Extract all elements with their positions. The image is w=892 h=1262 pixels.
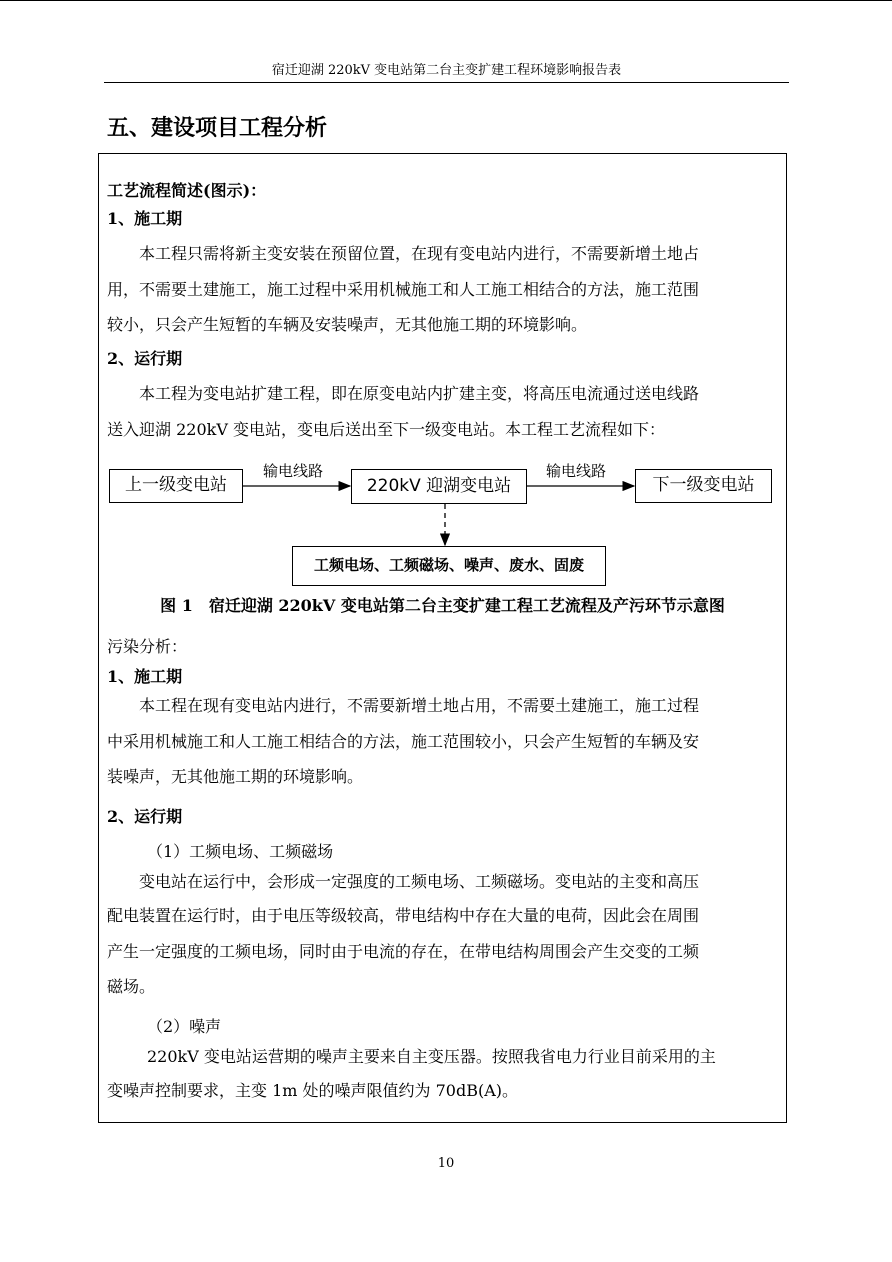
noise-subheading: （2）噪声 <box>147 1017 222 1036</box>
paragraph-line: 本工程只需将新主变安装在预留位置，在现有变电站内进行，不需要新增土地占 <box>139 244 700 263</box>
running-header: 宿迁迎湖 220kV 变电站第二台主变扩建工程环境影响报告表 <box>271 63 622 78</box>
emf-subheading: （1）工频电场、工频磁场 <box>147 842 334 861</box>
process-construction-heading: 1、施工期 <box>107 209 183 228</box>
paragraph-line: 220kV 变电站运营期的噪声主要来自主变压器。按照我省电力行业目前采用的主 <box>147 1047 716 1066</box>
paragraph-line: 装噪声，无其他施工期的环境影响。 <box>107 767 364 786</box>
paragraph-line: 变电站在运行中，会形成一定强度的工频电场、工频磁场。变电站的主变和高压 <box>139 872 700 891</box>
process-heading: 工艺流程简述(图示)： <box>107 181 267 200</box>
process-operation-heading: 2、运行期 <box>107 349 183 368</box>
pollution-heading: 污染分析： <box>107 637 188 656</box>
section-title: 五、建设项目工程分析 <box>107 116 328 141</box>
paragraph-line: 磁场。 <box>107 977 156 996</box>
paragraph-line: 配电装置在运行时，由于电压等级较高，带电结构中存在大量的电荷，因此会在周围 <box>107 906 700 925</box>
box-upstream-substation: 上一级变电站 <box>109 469 243 503</box>
paragraph-line: 用，不需要土建施工，施工过程中采用机械施工和人工施工相结合的方法，施工范围 <box>107 280 700 299</box>
box-downstream-substation: 下一级变电站 <box>635 469 772 503</box>
label-transmission-line-2: 输电线路 <box>545 462 606 480</box>
paragraph-line: 中采用机械施工和人工施工相结合的方法，施工范围较小，只会产生短暂的车辆及安 <box>107 732 700 751</box>
figure-caption: 图 1 宿迁迎湖 220kV 变电站第二台主变扩建工程工艺流程及产污环节示意图 <box>160 596 725 615</box>
paragraph-line: 变噪声控制要求，主变 1m 处的噪声限值约为 70dB(A)。 <box>107 1081 519 1100</box>
box-pollution-sources: 工频电场、工频磁场、噪声、废水、固废 <box>292 546 606 586</box>
page-number: 10 <box>437 1156 455 1171</box>
paragraph-line: 本工程为变电站扩建工程，即在原变电站内扩建主变，将高压电流通过送电线路 <box>139 384 700 403</box>
pollution-operation-heading: 2、运行期 <box>107 807 183 826</box>
paragraph-line: 本工程在现有变电站内进行，不需要新增土地占用，不需要土建施工，施工过程 <box>139 696 700 715</box>
paragraph-line: 产生一定强度的工频电场，同时由于电流的存在，在带电结构周围会产生交变的工频 <box>107 942 700 961</box>
paragraph-line: 较小，只会产生短暂的车辆及安装噪声，无其他施工期的环境影响。 <box>107 315 588 334</box>
box-main-substation: 220kV 迎湖变电站 <box>351 469 527 504</box>
label-transmission-line-1: 输电线路 <box>262 462 323 480</box>
pollution-construction-heading: 1、施工期 <box>107 667 183 686</box>
paragraph-line: 送入迎湖 220kV 变电站，变电后送出至下一级变电站。本工程工艺流程如下： <box>107 420 665 439</box>
